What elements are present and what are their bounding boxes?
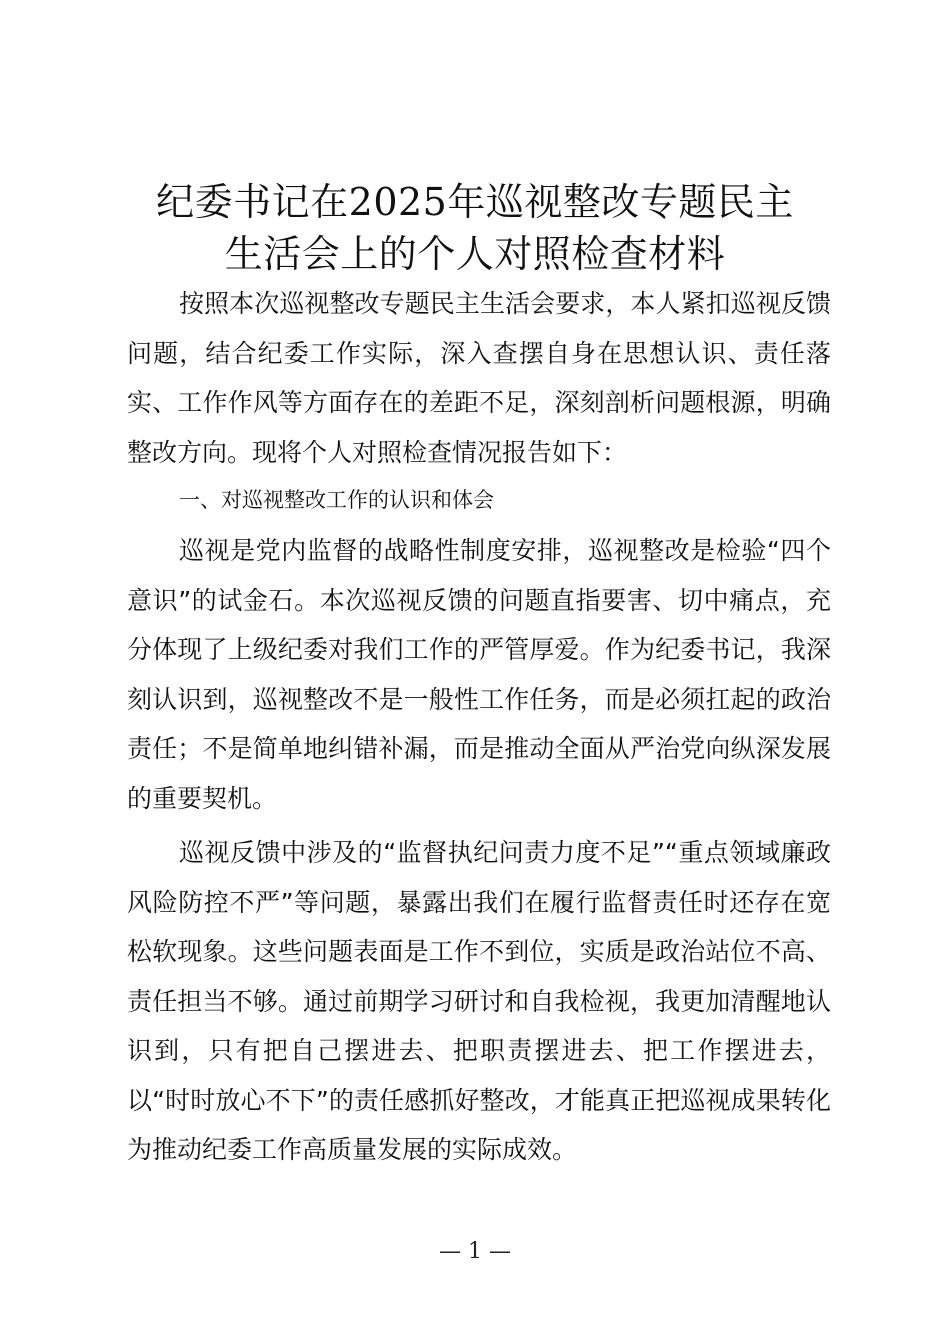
page-number: — 1 — <box>439 1239 511 1264</box>
paragraph-block-3 <box>127 828 831 1175</box>
section-heading-1: 一、对巡视整改工作的认识和体会 <box>179 488 494 512</box>
intro-paragraph: 按照本次巡视整改专题民主生活会要求，本人紧扣巡视反馈问题，结合纪委工作实际，深入查摆自身在思想认识、责任落实、工作作风等方面存在的差距不足，深刻剖析问题根源，明确整改方向。现将个人对照检查情况报告如下： <box>127 289 831 467</box>
body-paragraph-3: 巡视反馈中涉及的“监督执纪问责力度不足”“重点领域廉政风险防控不严”等问题，暴露出我们在履行监督责任时还存在宽松软现象。这些问题表面是工作不到位，实质是政治站位不高、责任担当不够。通过前期学习研讨和自我检视，我更加清醒地认识到，只有把自己摆进去、把职责摆进去、把工作摆进去，以“时时放心不下”的责任感抓好整改，才能真正把巡视成果转化为推动纪委工作高质量发展的实际成效。 <box>127 838 831 1164</box>
title-line-1: 纪委书记在2025年巡视整改专题民主 <box>156 180 794 224</box>
intro-paragraph-block <box>127 279 831 477</box>
title-line-2: 生活会上的个人对照检查材料 <box>224 232 726 276</box>
section-heading-block <box>127 476 831 526</box>
body-paragraph-2: 巡视是党内监督的战略性制度安排，巡视整改是检验“四个意识”的试金石。本次巡视反馈的问题直指要害、切中痛点，充分体现了上级纪委对我们工作的严管厚爱。作为纪委书记，我深刻认识到，巡视整改不是一般性工作任务，而是必须扛起的政治责任；不是简单地纠错补漏，而是推动全面从严治党向纵深发展的重要契机。 <box>127 536 831 813</box>
document-title <box>100 176 850 280</box>
paragraph-block-2 <box>127 526 831 823</box>
